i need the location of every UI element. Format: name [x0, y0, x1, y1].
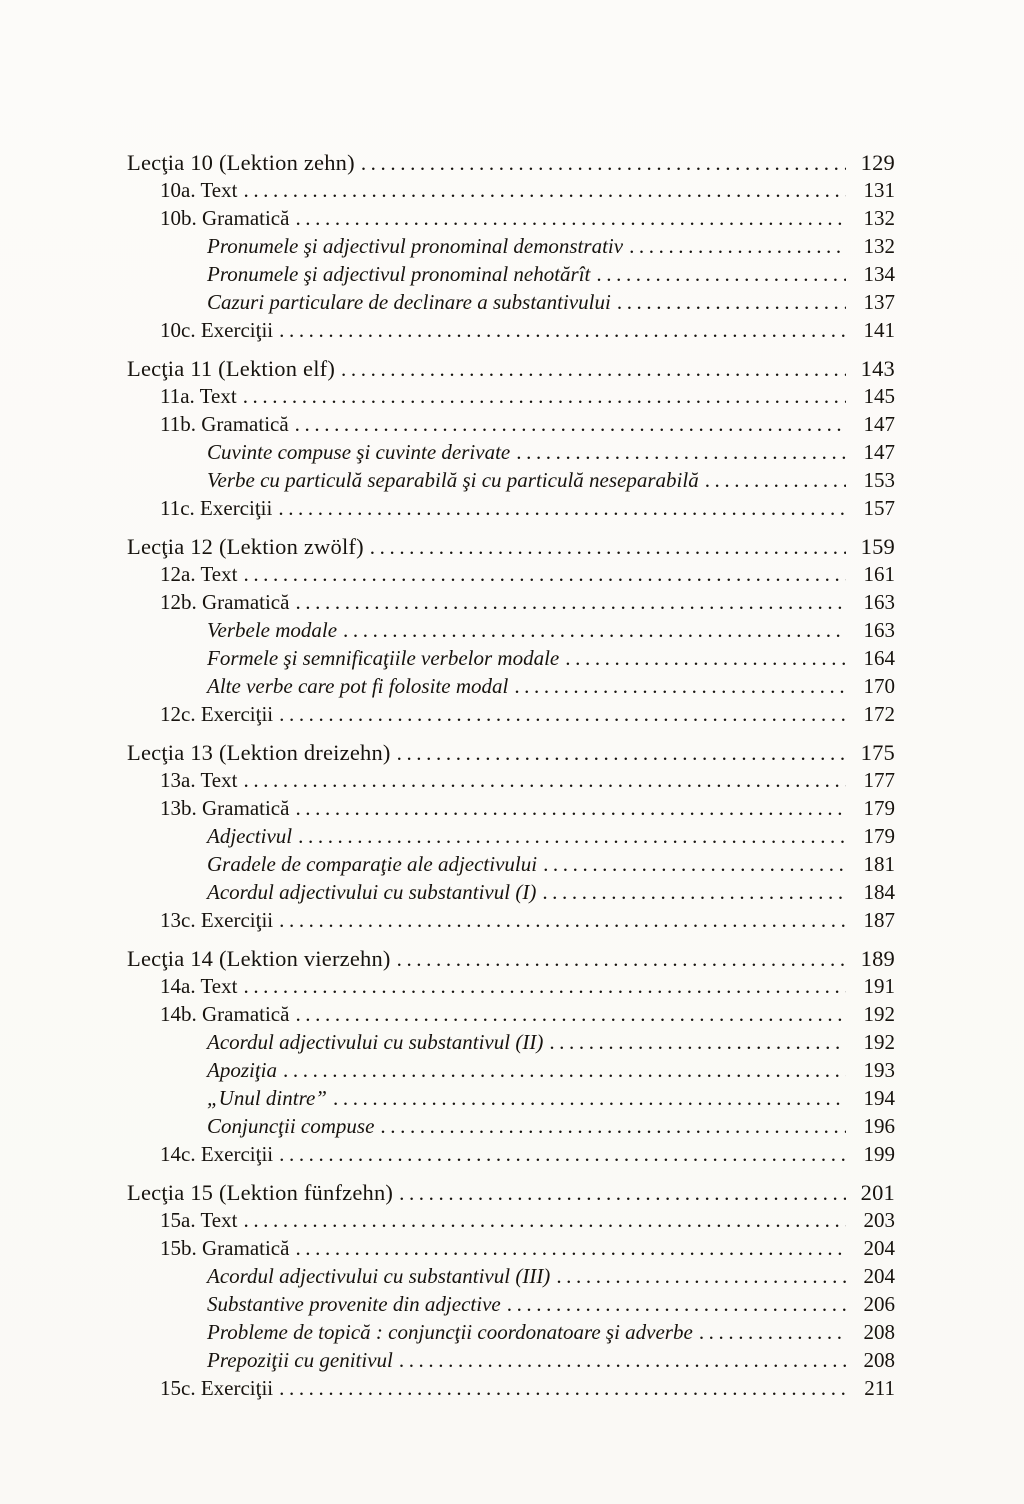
dot-leader [279, 702, 846, 727]
toc-entry-page-number: 203 [863, 1208, 895, 1232]
dot-leader [629, 234, 846, 259]
toc-entry-label: Cazuri particulare de declinare a substantivului [207, 290, 611, 314]
dot-leader [397, 946, 846, 972]
toc-entry-page-number: 153 [863, 468, 895, 492]
toc-entry-label: „Unul dintre” [207, 1086, 327, 1110]
toc-entry-page-number: 192 [863, 1030, 895, 1054]
toc-entry-label: Formele şi semnificaţiile verbelor modale [207, 646, 560, 670]
toc-entry [127, 562, 895, 590]
toc-entry-label: Prepoziţii cu genitivul [207, 1348, 393, 1372]
toc-lesson-title-page-number: 129 [860, 150, 895, 175]
dot-leader [243, 974, 846, 999]
toc-entry-page-number: 208 [863, 1348, 895, 1372]
dot-leader [542, 880, 846, 905]
toc-entry-label: Acordul adjectivului cu substantivul (III) [207, 1264, 551, 1288]
dot-leader [565, 646, 846, 671]
toc-entry-label: Cuvinte compuse şi cuvinte derivate [207, 440, 511, 464]
toc-lesson-title-page-number: 189 [860, 946, 895, 971]
dot-leader [699, 1320, 846, 1345]
table-of-contents [127, 150, 895, 1414]
toc-entry [127, 880, 895, 908]
toc-entry-label: 12a. Text [160, 562, 238, 586]
toc-entry [127, 440, 895, 468]
toc-entry-label: 15b. Gramatică [160, 1236, 290, 1260]
toc-entry-page-number: 157 [863, 496, 895, 520]
toc-entry-label: 11c. Exerciţii [160, 496, 273, 520]
toc-lesson-title [127, 1180, 895, 1208]
dot-leader [343, 618, 846, 643]
toc-entry-label: 14c. Exerciţii [160, 1142, 274, 1166]
toc-entry-page-number: 132 [863, 206, 895, 230]
toc-section [127, 946, 895, 1170]
toc-entry-label: Acordul adjectivului cu substantivul (I) [207, 880, 537, 904]
toc-entry-page-number: 172 [863, 702, 895, 726]
toc-entry-page-number: 196 [863, 1114, 895, 1138]
toc-entry-label: 11a. Text [160, 384, 237, 408]
toc-entry [127, 234, 895, 262]
toc-lesson-title-page-number: 201 [860, 1180, 895, 1205]
toc-entry [127, 974, 895, 1002]
dot-leader [516, 440, 846, 465]
toc-entry-label: Pronumele şi adjectivul pronominal demonstrativ [207, 234, 624, 258]
toc-entry [127, 318, 895, 346]
toc-section [127, 150, 895, 346]
dot-leader [361, 150, 846, 176]
toc-entry-page-number: 204 [863, 1236, 895, 1260]
dot-leader [278, 496, 846, 521]
dot-leader [295, 590, 846, 615]
toc-entry-label: Conjuncţii compuse [207, 1114, 375, 1138]
toc-lesson-title-label: Lecţia 13 (Lektion dreizehn) [127, 740, 391, 765]
toc-entry [127, 768, 895, 796]
toc-entry [127, 290, 895, 318]
toc-entry-page-number: 181 [863, 852, 895, 876]
toc-entry-page-number: 199 [863, 1142, 895, 1166]
toc-entry [127, 1058, 895, 1086]
dot-leader [283, 1058, 846, 1083]
toc-lesson-title [127, 356, 895, 384]
toc-entry-page-number: 179 [863, 824, 895, 848]
toc-entry-label: Apoziţia [207, 1058, 278, 1082]
toc-lesson-title [127, 534, 895, 562]
toc-entry [127, 1348, 895, 1376]
toc-entry-page-number: 131 [863, 178, 895, 202]
toc-entry [127, 908, 895, 936]
dot-leader [399, 1180, 846, 1206]
toc-entry-page-number: 184 [863, 880, 895, 904]
toc-lesson-title [127, 150, 895, 178]
dot-leader [295, 412, 846, 437]
toc-entry [127, 178, 895, 206]
toc-lesson-title [127, 740, 895, 768]
toc-lesson-title-label: Lecţia 10 (Lektion zehn) [127, 150, 355, 175]
dot-leader [243, 1208, 846, 1233]
dot-leader [617, 290, 846, 315]
toc-entry-label: 10c. Exerciţii [160, 318, 274, 342]
toc-entry-page-number: 177 [863, 768, 895, 792]
dot-leader [370, 534, 846, 560]
dot-leader [543, 852, 846, 877]
toc-entry [127, 1002, 895, 1030]
toc-entry-label: 14b. Gramatică [160, 1002, 290, 1026]
dot-leader [507, 1292, 846, 1317]
dot-leader [549, 1030, 846, 1055]
toc-entry [127, 1208, 895, 1236]
toc-section [127, 534, 895, 730]
toc-entry-label: Verbele modale [207, 618, 338, 642]
toc-entry [127, 468, 895, 496]
toc-entry-label: Substantive provenite din adjective [207, 1292, 501, 1316]
toc-entry-page-number: 191 [863, 974, 895, 998]
toc-entry-label: 11b. Gramatică [160, 412, 289, 436]
toc-entry-label: 15a. Text [160, 1208, 238, 1232]
toc-entry [127, 1376, 895, 1404]
toc-entry [127, 384, 895, 412]
toc-entry-label: 13c. Exerciţii [160, 908, 274, 932]
toc-entry [127, 1142, 895, 1170]
toc-entry-label: 10b. Gramatică [160, 206, 290, 230]
toc-entry [127, 646, 895, 674]
toc-entry [127, 206, 895, 234]
toc-entry-label: Pronumele şi adjectivul pronominal nehotărît [207, 262, 591, 286]
toc-entry-label: Alte verbe care pot fi folosite modal [207, 674, 509, 698]
dot-leader [279, 318, 846, 343]
dot-leader [295, 206, 846, 231]
toc-entry-page-number: 194 [863, 1086, 895, 1110]
dot-leader [243, 768, 846, 793]
toc-entry-label: 12c. Exerciţii [160, 702, 274, 726]
toc-entry-page-number: 132 [863, 234, 895, 258]
toc-entry [127, 262, 895, 290]
toc-entry [127, 1030, 895, 1058]
dot-leader [279, 1376, 846, 1401]
dot-leader [243, 178, 846, 203]
toc-entry [127, 412, 895, 440]
dot-leader [279, 1142, 846, 1167]
toc-entry-page-number: 147 [863, 440, 895, 464]
toc-section [127, 356, 895, 524]
dot-leader [514, 674, 846, 699]
toc-entry [127, 496, 895, 524]
toc-entry [127, 824, 895, 852]
toc-entry-page-number: 161 [863, 562, 895, 586]
dot-leader [596, 262, 846, 287]
toc-lesson-title [127, 946, 895, 974]
dot-leader [298, 824, 846, 849]
toc-lesson-title-page-number: 143 [860, 356, 895, 381]
toc-entry-page-number: 164 [863, 646, 895, 670]
toc-entry-label: 14a. Text [160, 974, 238, 998]
toc-entry [127, 674, 895, 702]
toc-entry-page-number: 147 [863, 412, 895, 436]
toc-entry-label: Probleme de topică : conjuncţii coordonatoare şi adverbe [207, 1320, 693, 1344]
toc-entry-label: 10a. Text [160, 178, 238, 202]
toc-entry-page-number: 206 [863, 1292, 895, 1316]
toc-entry-page-number: 163 [863, 618, 895, 642]
toc-lesson-title-label: Lecţia 12 (Lektion zwölf) [127, 534, 364, 559]
dot-leader [397, 740, 846, 766]
toc-entry-page-number: 141 [863, 318, 895, 342]
toc-entry [127, 1264, 895, 1292]
dot-leader [295, 796, 846, 821]
toc-entry [127, 1236, 895, 1264]
toc-entry [127, 1086, 895, 1114]
dot-leader [556, 1264, 846, 1289]
toc-entry-label: 13a. Text [160, 768, 238, 792]
toc-entry [127, 618, 895, 646]
toc-lesson-title-label: Lecţia 11 (Lektion elf) [127, 356, 336, 381]
toc-entry [127, 1292, 895, 1320]
dot-leader [705, 468, 846, 493]
toc-lesson-title-label: Lecţia 15 (Lektion fünfzehn) [127, 1180, 394, 1205]
toc-entry-page-number: 193 [863, 1058, 895, 1082]
dot-leader [380, 1114, 846, 1139]
dot-leader [341, 356, 846, 382]
toc-entry [127, 1320, 895, 1348]
toc-entry-page-number: 163 [863, 590, 895, 614]
toc-entry-label: 13b. Gramatică [160, 796, 290, 820]
toc-entry-page-number: 187 [863, 908, 895, 932]
toc-entry-page-number: 134 [863, 262, 895, 286]
dot-leader [243, 384, 846, 409]
toc-entry [127, 702, 895, 730]
dot-leader [333, 1086, 846, 1111]
toc-lesson-title-page-number: 159 [860, 534, 895, 559]
toc-entry-label: Acordul adjectivului cu substantivul (II) [207, 1030, 544, 1054]
toc-entry-page-number: 179 [863, 796, 895, 820]
toc-entry [127, 1114, 895, 1142]
toc-entry-page-number: 208 [863, 1320, 895, 1344]
toc-entry-label: 12b. Gramatică [160, 590, 290, 614]
toc-entry-page-number: 170 [863, 674, 895, 698]
toc-section [127, 1180, 895, 1404]
toc-entry [127, 590, 895, 618]
toc-entry-page-number: 145 [863, 384, 895, 408]
toc-entry-page-number: 137 [863, 290, 895, 314]
toc-entry-label: Gradele de comparaţie ale adjectivului [207, 852, 538, 876]
toc-entry-label: Verbe cu particulă separabilă şi cu particulă neseparabilă [207, 468, 699, 492]
toc-lesson-title-label: Lecţia 14 (Lektion vierzehn) [127, 946, 391, 971]
toc-entry-page-number: 192 [863, 1002, 895, 1026]
toc-section [127, 740, 895, 936]
dot-leader [295, 1002, 846, 1027]
toc-entry [127, 852, 895, 880]
dot-leader [279, 908, 846, 933]
toc-entry-label: 15c. Exerciţii [160, 1376, 274, 1400]
dot-leader [399, 1348, 846, 1373]
toc-entry [127, 796, 895, 824]
toc-entry-page-number: 211 [864, 1376, 895, 1400]
toc-entry-label: Adjectivul [207, 824, 293, 848]
toc-lesson-title-page-number: 175 [860, 740, 895, 765]
dot-leader [243, 562, 846, 587]
toc-entry-page-number: 204 [863, 1264, 895, 1288]
dot-leader [295, 1236, 846, 1261]
